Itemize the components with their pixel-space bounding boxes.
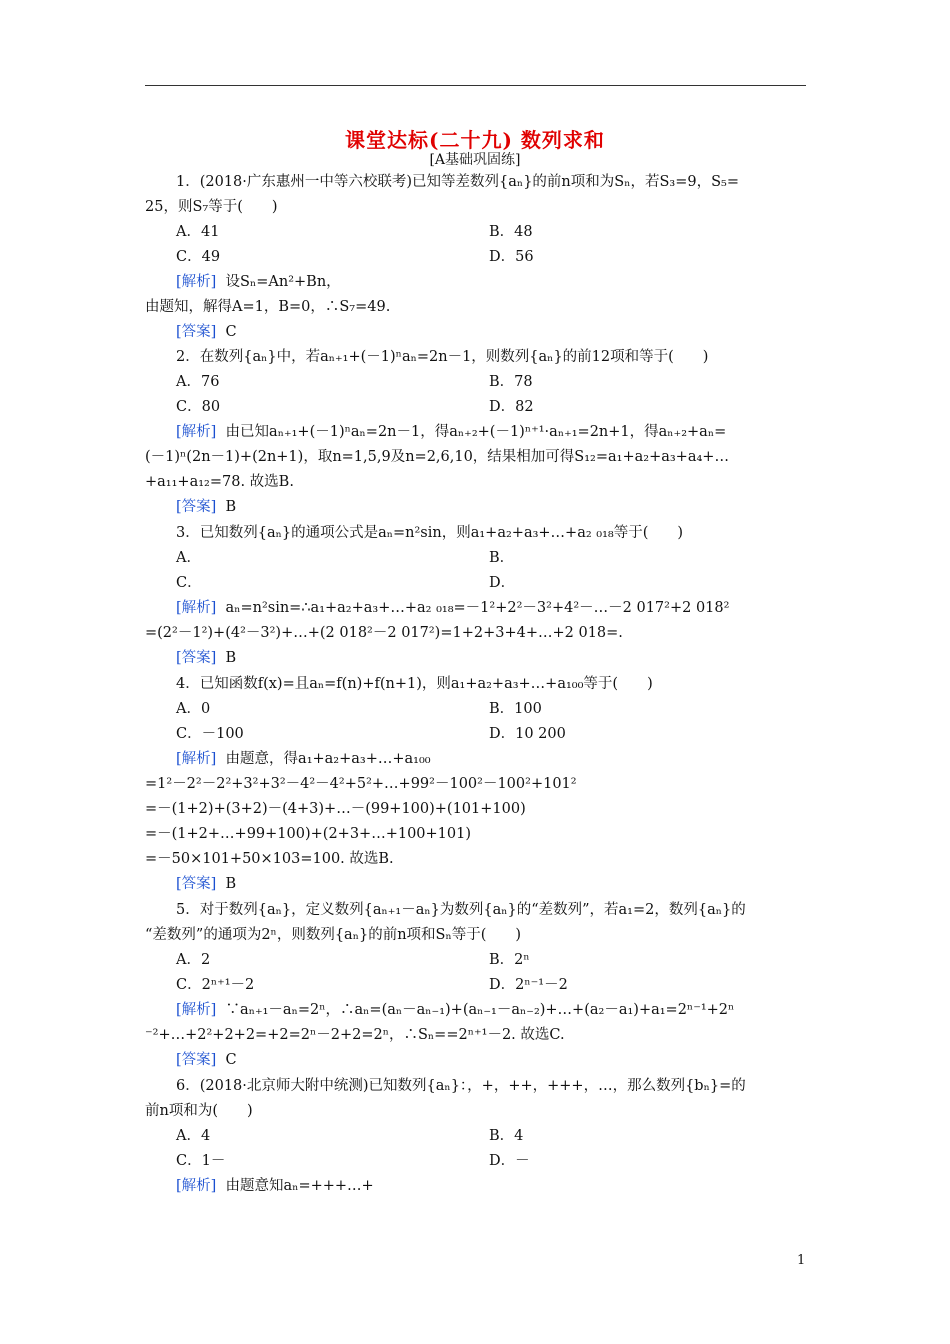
problem-1-analysis	[176, 272, 341, 292]
answer-text: C	[225, 324, 237, 340]
problem-2-question: 2．在数列{aₙ}中，若aₙ₊₁+(－1)ⁿaₙ=2n－1，则数列{aₙ}的前12项和等于( )	[176, 349, 709, 365]
problem-1-option-a: A．41	[176, 224, 220, 240]
page-number: 1	[797, 1253, 806, 1268]
section-subtitle: [A基础巩固练]	[429, 152, 521, 168]
problem-4-option-b: B．100	[489, 701, 542, 717]
page-title: 课堂达标(二十九) 数列求和	[345, 128, 605, 152]
analysis-text: ∵aₙ₊₁－aₙ=2ⁿ，∴aₙ=(aₙ－aₙ₋₁)+(aₙ₋₁－aₙ₋₂)+…+(a₂－a₁)+a₁=2ⁿ⁻¹+2ⁿ	[225, 1002, 735, 1018]
analysis-tag: [解析]	[176, 1178, 217, 1194]
problem-6-analysis	[176, 1176, 374, 1196]
problem-2-analysis-line: (－1)ⁿ(2n－1)+(2n+1)，取n=1,5,9及n=2,6,10，结果相加可得S₁₂=a₁+a₂+a₃+a₄+…	[145, 449, 729, 465]
problem-3-option-c: C．	[176, 575, 202, 591]
problem-3-option-d: D．	[489, 575, 516, 591]
problem-3-option-b: B．	[489, 550, 515, 566]
analysis-tag: [解析]	[176, 600, 217, 616]
problem-6-question: 6．(2018·北京师大附中统测)已知数列{aₙ}：，+，++，+++，…，那么数列{bₙ}=的	[176, 1078, 746, 1094]
answer-tag: [答案]	[176, 876, 217, 892]
problem-4-analysis-line: =－(1+2+…+99+100)+(2+3+…+100+101)	[145, 826, 472, 842]
problem-5-answer	[176, 1050, 237, 1070]
problem-1-option-d: D．56	[489, 249, 534, 265]
problem-5-question: 5．对于数列{aₙ}，定义数列{aₙ₊₁－aₙ}为数列{aₙ}的“差数列”，若a₁=2，数列{aₙ}的	[176, 902, 746, 918]
problem-1-answer	[176, 322, 237, 342]
problem-2-option-d: D．82	[489, 399, 534, 415]
problem-2-answer	[176, 497, 236, 517]
problem-3-option-a: A．	[176, 550, 201, 566]
analysis-text: 由已知aₙ₊₁+(－1)ⁿaₙ=2n－1，得aₙ₊₂+(－1)ⁿ⁺¹·aₙ₊₁=2n+1，得aₙ₊₂+aₙ=	[225, 424, 727, 440]
problem-2-option-a: A．76	[176, 374, 220, 390]
problem-6-option-a: A．4	[176, 1128, 211, 1144]
problem-4-analysis-line: =－50×101+50×103=100. 故选B.	[145, 851, 394, 867]
answer-tag: [答案]	[176, 499, 217, 515]
problem-5-option-a: A．2	[176, 952, 211, 968]
problem-4-option-c: C．－100	[176, 726, 244, 742]
problem-1-analysis-line: 由题知，解得A=1，B=0，∴S₇=49.	[145, 299, 391, 315]
header-rule	[145, 85, 806, 86]
problem-5-option-c: C．2ⁿ⁺¹－2	[176, 977, 255, 993]
problem-4-analysis-line: =1²－2²－2²+3²+3²－4²－4²+5²+…+99²－100²－100²+101²	[145, 776, 577, 792]
problem-2-option-c: C．80	[176, 399, 221, 415]
answer-tag: [答案]	[176, 1052, 217, 1068]
problem-1-question: 1．(2018·广东惠州一中等六校联考)已知等差数列{aₙ}的前n项和为Sₙ，若S₃=9，S₅=	[176, 174, 739, 190]
analysis-tag: [解析]	[176, 1002, 217, 1018]
problem-4-answer	[176, 874, 236, 894]
problem-6-option-c: C．1－	[176, 1153, 226, 1169]
problem-5-analysis-line: ⁻²+…+2²+2+2=+2=2ⁿ－2+2=2ⁿ，∴Sₙ==2ⁿ⁺¹－2. 故选C.	[145, 1027, 565, 1043]
answer-text: C	[225, 1052, 237, 1068]
problem-3-analysis-line: =(2²－1²)+(4²－3²)+…+(2 018²－2 017²)=1+2+3+4+…+2 018=.	[145, 625, 623, 641]
analysis-text: 由题意知aₙ=+++…+	[225, 1178, 374, 1194]
problem-1-option-c: C．49	[176, 249, 221, 265]
problem-5-question-cont: “差数列”的通项为2ⁿ，则数列{aₙ}的前n项和Sₙ等于( )	[145, 927, 522, 943]
problem-5-option-b: B．2ⁿ	[489, 952, 530, 968]
answer-tag: [答案]	[176, 650, 217, 666]
problem-2-analysis-line: +a₁₁+a₁₂=78. 故选B.	[145, 474, 294, 490]
analysis-text: aₙ=n²sin=∴a₁+a₂+a₃+…+a₂ ₀₁₈=－1²+2²－3²+4²－…－2 017²+2 018²	[225, 600, 730, 616]
analysis-tag: [解析]	[176, 751, 217, 767]
problem-2-analysis	[176, 422, 726, 442]
analysis-text: 设Sₙ=An²+Bn，	[225, 274, 341, 290]
problem-5-analysis	[176, 1000, 734, 1020]
problem-2-option-b: B．78	[489, 374, 533, 390]
problem-3-question: 3．已知数列{aₙ}的通项公式是aₙ=n²sin，则a₁+a₂+a₃+…+a₂ ₀₁₈等于( )	[176, 525, 684, 541]
analysis-tag: [解析]	[176, 274, 217, 290]
problem-4-question: 4．已知函数f(x)=且aₙ=f(n)+f(n+1)，则a₁+a₂+a₃+…+a₁₀₀等于( )	[176, 676, 653, 692]
problem-4-option-a: A．0	[176, 701, 211, 717]
problem-6-option-d: D．－	[489, 1153, 530, 1169]
problem-4-analysis	[176, 749, 431, 769]
problem-5-option-d: D．2ⁿ⁻¹－2	[489, 977, 568, 993]
problem-1-option-b: B．48	[489, 224, 533, 240]
answer-text: B	[225, 499, 237, 515]
answer-tag: [答案]	[176, 324, 217, 340]
problem-3-analysis	[176, 598, 729, 618]
analysis-text: 由题意，得a₁+a₂+a₃+…+a₁₀₀	[225, 751, 431, 767]
problem-3-answer	[176, 648, 236, 668]
problem-6-question-cont: 前n项和为( )	[145, 1103, 253, 1119]
problem-6-option-b: B．4	[489, 1128, 524, 1144]
answer-text: B	[225, 650, 237, 666]
problem-4-option-d: D．10 200	[489, 726, 566, 742]
answer-text: B	[225, 876, 237, 892]
problem-4-analysis-line: =－(1+2)+(3+2)－(4+3)+…－(99+100)+(101+100)	[145, 801, 526, 817]
problem-1-question-cont: 25，则S₇等于( )	[145, 199, 278, 215]
analysis-tag: [解析]	[176, 424, 217, 440]
